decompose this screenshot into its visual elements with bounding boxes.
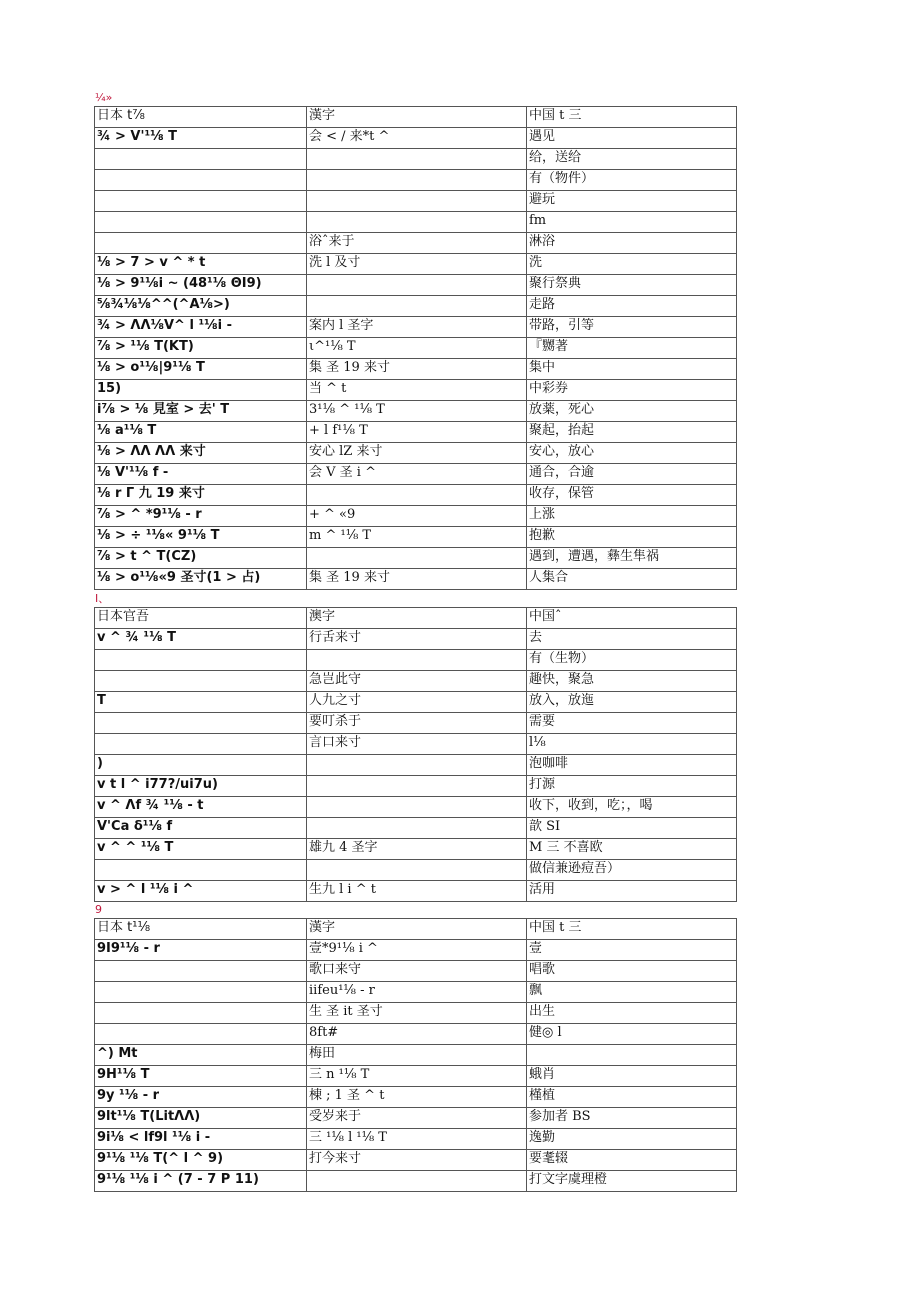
chinese-cell: 『嬲著	[527, 338, 737, 359]
chinese-cell: 集中	[527, 359, 737, 380]
kanji-cell: m ^ ¹⅛ T	[307, 527, 527, 548]
japanese-cell: v ^ Λf ¾ ¹⅛ - t	[95, 797, 307, 818]
table-row	[95, 485, 737, 506]
chinese-cell: 出生	[527, 1003, 737, 1024]
table-row	[95, 818, 737, 839]
japanese-cell: 9¹⅛ ¹⅛ i ^ (7 - 7 P 11)	[95, 1171, 307, 1192]
chinese-cell: 通合，合逾	[527, 464, 737, 485]
table-row	[95, 1003, 737, 1024]
chinese-cell: 打文字虞理橙	[527, 1171, 737, 1192]
japanese-cell: v ^ ^ ¹⅛ T	[95, 839, 307, 860]
kanji-cell: 生九 l i ^ t	[307, 881, 527, 902]
chinese-cell: 中彩券	[527, 380, 737, 401]
kanji-cell	[307, 296, 527, 317]
japanese-cell: 15)	[95, 380, 307, 401]
japanese-cell	[95, 191, 307, 212]
chinese-cell: 去	[527, 629, 737, 650]
chinese-cell: 聚起，抬起	[527, 422, 737, 443]
kanji-cell: 漢字	[307, 919, 527, 940]
table-header-row	[95, 919, 737, 940]
chinese-cell: 趣快，聚急	[527, 671, 737, 692]
chinese-cell: M 三 不喜欧	[527, 839, 737, 860]
chinese-cell: 中国 t 三	[527, 107, 737, 128]
japanese-cell: ¾ > ΛΛ⅛V^ l ¹⅛i -	[95, 317, 307, 338]
table-row	[95, 1066, 737, 1087]
japanese-cell: ⅛ > o¹⅛«9 圣寸(1 > 占)	[95, 569, 307, 590]
kanji-cell	[307, 755, 527, 776]
table-row	[95, 548, 737, 569]
chinese-cell: 需要	[527, 713, 737, 734]
chinese-cell: 歆 SI	[527, 818, 737, 839]
japanese-cell: ⅛ > ΛΛ ΛΛ 来寸	[95, 443, 307, 464]
chinese-cell: 避玩	[527, 191, 737, 212]
chinese-cell: 泡咖啡	[527, 755, 737, 776]
japanese-cell: 9H¹⅛ T	[95, 1066, 307, 1087]
chinese-cell: 收下，收到，吃；，喝	[527, 797, 737, 818]
kanji-cell	[307, 548, 527, 569]
chinese-cell: 活用	[527, 881, 737, 902]
chinese-cell: 槿植	[527, 1087, 737, 1108]
japanese-cell: ¾ > V'¹⅛ T	[95, 128, 307, 149]
table-row	[95, 797, 737, 818]
kanji-cell	[307, 776, 527, 797]
section-marker: I、	[95, 592, 110, 605]
japanese-cell	[95, 170, 307, 191]
japanese-cell: 9lt¹⅛ T(LitΛΛ)	[95, 1108, 307, 1129]
table-row	[95, 692, 737, 713]
chinese-cell: 有（物件）	[527, 170, 737, 191]
japanese-cell	[95, 961, 307, 982]
japanese-cell: ⅛ > ÷ ¹⅛« 9¹⅛ T	[95, 527, 307, 548]
japanese-cell: ⅛ a¹⅛ T	[95, 422, 307, 443]
kanji-cell: 3¹⅛ ^ ¹⅛ T	[307, 401, 527, 422]
chinese-cell: 收存，保管	[527, 485, 737, 506]
japanese-cell: )	[95, 755, 307, 776]
kanji-cell	[307, 860, 527, 881]
japanese-cell: i⅞ > ⅛ 見室 > 去' T	[95, 401, 307, 422]
kanji-cell: 急岂此守	[307, 671, 527, 692]
table-row	[95, 296, 737, 317]
kanji-cell: iifeu¹⅛ - r	[307, 982, 527, 1003]
table-row	[95, 1129, 737, 1150]
japanese-cell: ⅛ > 9¹⅛i ~ (48¹⅛ ΘI9)	[95, 275, 307, 296]
kanji-cell: 三 n ¹⅛ T	[307, 1066, 527, 1087]
japanese-cell: T	[95, 692, 307, 713]
kanji-cell: + l f¹⅛ T	[307, 422, 527, 443]
table-row	[95, 776, 737, 797]
table-row	[95, 149, 737, 170]
table-row	[95, 1024, 737, 1045]
japanese-cell	[95, 982, 307, 1003]
chinese-cell: 有（生物）	[527, 650, 737, 671]
chinese-cell	[527, 1045, 737, 1066]
table-row	[95, 401, 737, 422]
vocab-table-1	[94, 106, 737, 590]
table-row	[95, 713, 737, 734]
kanji-cell: 壹*9¹⅛ i ^	[307, 940, 527, 961]
kanji-cell	[307, 485, 527, 506]
japanese-cell	[95, 1003, 307, 1024]
japanese-cell: ⅞ > t ^ T(CZ)	[95, 548, 307, 569]
chinese-cell: 放入，放迤	[527, 692, 737, 713]
japanese-cell: 9y ¹⅛ - r	[95, 1087, 307, 1108]
kanji-cell: 安心 lZ 来寸	[307, 443, 527, 464]
table-row	[95, 380, 737, 401]
chinese-cell: 打源	[527, 776, 737, 797]
kanji-cell: 歌口来守	[307, 961, 527, 982]
japanese-cell: ⅛ > 7 > v ^ * t	[95, 254, 307, 275]
kanji-cell: 行舌来寸	[307, 629, 527, 650]
kanji-cell: 集 圣 19 来寸	[307, 359, 527, 380]
vocab-table-3	[94, 918, 737, 1192]
chinese-cell: 安心，放心	[527, 443, 737, 464]
chinese-cell: 放薬，死心	[527, 401, 737, 422]
japanese-cell: 日本 t¹⅛	[95, 919, 307, 940]
japanese-cell	[95, 233, 307, 254]
kanji-cell: 漢字	[307, 107, 527, 128]
chinese-cell: 给，送给	[527, 149, 737, 170]
japanese-cell	[95, 212, 307, 233]
table-header-row	[95, 107, 737, 128]
chinese-cell: 走路	[527, 296, 737, 317]
japanese-cell	[95, 650, 307, 671]
kanji-cell	[307, 149, 527, 170]
chinese-cell: 健◎ l	[527, 1024, 737, 1045]
japanese-cell: ⅞ > ¹⅛ T(KT)	[95, 338, 307, 359]
table-row	[95, 1150, 737, 1171]
table-row	[95, 1045, 737, 1066]
kanji-cell: 集 圣 19 来寸	[307, 569, 527, 590]
kanji-cell: + ^ «9	[307, 506, 527, 527]
section-marker: 9	[95, 903, 102, 916]
japanese-cell: ⅞ > ^ *9¹⅛ - r	[95, 506, 307, 527]
chinese-cell: 上涨	[527, 506, 737, 527]
table-row	[95, 233, 737, 254]
chinese-cell: 唱歌	[527, 961, 737, 982]
table-row	[95, 170, 737, 191]
kanji-cell: 案内 l 圣字	[307, 317, 527, 338]
kanji-cell	[307, 170, 527, 191]
table-row	[95, 940, 737, 961]
table-row	[95, 881, 737, 902]
japanese-cell: ⅝¾⅛⅛^^(^A⅛>)	[95, 296, 307, 317]
japanese-cell: v ^ ¾ ¹⅛ T	[95, 629, 307, 650]
kanji-cell: 澳字	[307, 608, 527, 629]
chinese-cell: 人集合	[527, 569, 737, 590]
table-row	[95, 506, 737, 527]
kanji-cell	[307, 818, 527, 839]
table-row	[95, 860, 737, 881]
table-row	[95, 275, 737, 296]
chinese-cell: fm	[527, 212, 737, 233]
chinese-cell: 带路，引等	[527, 317, 737, 338]
kanji-cell: 人九之寸	[307, 692, 527, 713]
chinese-cell: 壹	[527, 940, 737, 961]
kanji-cell	[307, 212, 527, 233]
table-row	[95, 464, 737, 485]
japanese-cell	[95, 671, 307, 692]
japanese-cell	[95, 713, 307, 734]
table-row	[95, 317, 737, 338]
kanji-cell: 生 圣 it 圣寸	[307, 1003, 527, 1024]
kanji-cell	[307, 650, 527, 671]
chinese-cell: 聚行祭典	[527, 275, 737, 296]
japanese-cell: V'Ca δ¹⅛ f	[95, 818, 307, 839]
table-row	[95, 629, 737, 650]
table-row	[95, 734, 737, 755]
japanese-cell: ⅛ > o¹⅛|9¹⅛ T	[95, 359, 307, 380]
kanji-cell: 会 V 圣 i ^	[307, 464, 527, 485]
kanji-cell: 会 < / 来*t ^	[307, 128, 527, 149]
kanji-cell	[307, 797, 527, 818]
table-row	[95, 569, 737, 590]
chinese-cell: 要耄辍	[527, 1150, 737, 1171]
japanese-cell: ⅛ r Γ 九 19 来寸	[95, 485, 307, 506]
kanji-cell: 浴ˆ来于	[307, 233, 527, 254]
japanese-cell: 9I9¹⅛ - r	[95, 940, 307, 961]
table-row	[95, 212, 737, 233]
kanji-cell: 言口来寸	[307, 734, 527, 755]
table-row	[95, 650, 737, 671]
kanji-cell	[307, 191, 527, 212]
kanji-cell: 雄九 4 圣字	[307, 839, 527, 860]
chinese-cell: 中国 t 三	[527, 919, 737, 940]
kanji-cell: 要叮杀于	[307, 713, 527, 734]
kanji-cell	[307, 1171, 527, 1192]
chinese-cell: 参加者 BS	[527, 1108, 737, 1129]
kanji-cell: 梅田	[307, 1045, 527, 1066]
table-row	[95, 338, 737, 359]
chinese-cell: 洗	[527, 254, 737, 275]
kanji-cell: 打今来寸	[307, 1150, 527, 1171]
table-row	[95, 128, 737, 149]
japanese-cell: v t l ^ i77?/ui7u)	[95, 776, 307, 797]
table-row	[95, 422, 737, 443]
table-row	[95, 359, 737, 380]
japanese-cell	[95, 1024, 307, 1045]
japanese-cell	[95, 860, 307, 881]
chinese-cell: 遇到，遭遇，彝生隼祸	[527, 548, 737, 569]
table-row	[95, 1108, 737, 1129]
table-row	[95, 1087, 737, 1108]
table-row	[95, 961, 737, 982]
japanese-cell: v > ^ l ¹⅛ i ^	[95, 881, 307, 902]
chinese-cell: 逸勤	[527, 1129, 737, 1150]
section-marker: ¼»	[95, 91, 113, 104]
table-row	[95, 527, 737, 548]
table-row	[95, 443, 737, 464]
japanese-cell: 日本官吾	[95, 608, 307, 629]
table-row	[95, 755, 737, 776]
table-row	[95, 839, 737, 860]
table-row	[95, 254, 737, 275]
kanji-cell: 三 ¹⅛ l ¹⅛ T	[307, 1129, 527, 1150]
japanese-cell: 9¹⅛ ¹⅛ T(^ l ^ 9)	[95, 1150, 307, 1171]
kanji-cell: 受岁来于	[307, 1108, 527, 1129]
table-row	[95, 982, 737, 1003]
kanji-cell: 棟 ; 1 圣 ^ t	[307, 1087, 527, 1108]
japanese-cell: 9i⅛ < lf9l ¹⅛ i -	[95, 1129, 307, 1150]
vocab-table-2	[94, 607, 737, 902]
table-row	[95, 1171, 737, 1192]
chinese-cell: 中国ˆ	[527, 608, 737, 629]
japanese-cell: ^) Mt	[95, 1045, 307, 1066]
kanji-cell: 8ft#	[307, 1024, 527, 1045]
japanese-cell: 日本 t⅞	[95, 107, 307, 128]
chinese-cell: 蛾肖	[527, 1066, 737, 1087]
table-row	[95, 191, 737, 212]
table-header-row	[95, 608, 737, 629]
kanji-cell: 洗 l 及寸	[307, 254, 527, 275]
kanji-cell: 当 ^ t	[307, 380, 527, 401]
chinese-cell: 淋浴	[527, 233, 737, 254]
chinese-cell: 抱歉	[527, 527, 737, 548]
chinese-cell: 做信兼逊痘吾）	[527, 860, 737, 881]
japanese-cell	[95, 149, 307, 170]
chinese-cell: 飘	[527, 982, 737, 1003]
kanji-cell	[307, 275, 527, 296]
table-row	[95, 671, 737, 692]
chinese-cell: 遇见	[527, 128, 737, 149]
chinese-cell: l⅛	[527, 734, 737, 755]
kanji-cell: ι^¹⅛ T	[307, 338, 527, 359]
japanese-cell	[95, 734, 307, 755]
japanese-cell: ⅛ V'¹⅛ f -	[95, 464, 307, 485]
